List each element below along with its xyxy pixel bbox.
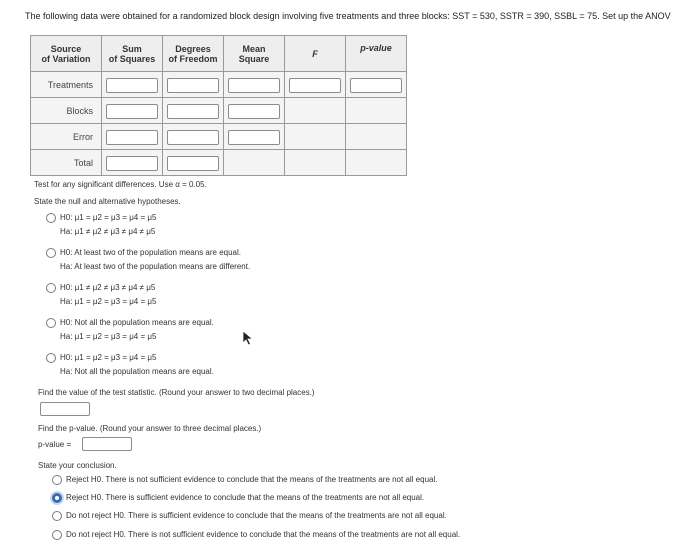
problem-statement: The following data were obtained for a randomized block design involving five treatments and three blocks: SST = 530, SSTR = 390, SSBL = 75. Set up the ANOV xyxy=(25,11,671,21)
hypothesis-option[interactable]: H0: μ1 = μ2 = μ3 = μ4 = μ5 xyxy=(46,213,156,223)
header-degrees-of-freedom: Degrees of Freedom xyxy=(163,36,224,72)
cell xyxy=(285,124,346,150)
total-ss-input[interactable] xyxy=(106,156,158,171)
error-ss-input[interactable] xyxy=(106,130,158,145)
cell xyxy=(224,72,285,98)
cell xyxy=(346,98,407,124)
p-value-prompt: Find the p-value. (Round your answer to three decimal places.) xyxy=(38,424,262,433)
hypothesis-alt: Ha: μ1 = μ2 = μ3 = μ4 = μ5 xyxy=(60,297,157,306)
cell xyxy=(224,98,285,124)
cell xyxy=(285,98,346,124)
radio-button[interactable] xyxy=(46,353,56,363)
treatments-ss-input[interactable] xyxy=(106,78,158,93)
conclusion-option[interactable]: Do not reject H0. There is sufficient evidence to conclude that the means of the treatments are not all equal. xyxy=(52,511,447,521)
hypothesis-option[interactable]: H0: μ1 = μ2 = μ3 = μ4 = μ5 xyxy=(46,353,156,363)
radio-button[interactable] xyxy=(46,283,56,293)
header-mean-square: Mean Square xyxy=(224,36,285,72)
conclusion-option-selected[interactable]: Reject H0. There is sufficient evidence to conclude that the means of the treatments are not all equal. xyxy=(52,493,424,503)
cell xyxy=(224,150,285,176)
radio-button[interactable] xyxy=(52,530,62,540)
cell xyxy=(102,150,163,176)
cell xyxy=(102,72,163,98)
header-f: F xyxy=(285,36,346,72)
treatments-df-input[interactable] xyxy=(167,78,219,93)
radio-button-selected[interactable] xyxy=(52,493,62,503)
treatments-p-input[interactable] xyxy=(350,78,402,93)
error-df-input[interactable] xyxy=(167,130,219,145)
cell xyxy=(224,124,285,150)
error-ms-input[interactable] xyxy=(228,130,280,145)
test-statistic-prompt: Find the value of the test statistic. (Round your answer to two decimal places.) xyxy=(38,388,315,397)
row-label-total: Total xyxy=(31,150,102,176)
hypotheses-prompt: State the null and alternative hypotheses. xyxy=(34,197,181,206)
p-value-input[interactable] xyxy=(82,437,132,451)
anova-table xyxy=(30,35,407,176)
cell xyxy=(346,124,407,150)
total-df-input[interactable] xyxy=(167,156,219,171)
conclusion-option[interactable]: Reject H0. There is not sufficient evidence to conclude that the means of the treatments are not all equal. xyxy=(52,475,437,485)
radio-button[interactable] xyxy=(52,511,62,521)
table-row xyxy=(31,150,407,176)
hypothesis-alt: Ha: μ1 ≠ μ2 ≠ μ3 ≠ μ4 ≠ μ5 xyxy=(60,227,156,236)
test-statistic-input[interactable] xyxy=(40,402,90,416)
cell xyxy=(163,150,224,176)
blocks-ss-input[interactable] xyxy=(106,104,158,119)
radio-button[interactable] xyxy=(46,318,56,328)
header-p-value: p-value xyxy=(346,36,407,72)
table-row xyxy=(31,98,407,124)
table-header-row xyxy=(31,36,407,72)
significance-text: Test for any significant differences. Use α = 0.05. xyxy=(34,180,207,189)
blocks-df-input[interactable] xyxy=(167,104,219,119)
conclusion-option[interactable]: Do not reject H0. There is not sufficient evidence to conclude that the means of the treatments are not all equal. xyxy=(52,530,460,540)
row-label-error: Error xyxy=(31,124,102,150)
cell xyxy=(102,98,163,124)
radio-button[interactable] xyxy=(52,475,62,485)
mouse-cursor-icon xyxy=(242,330,254,346)
hypothesis-option[interactable]: H0: At least two of the population means are equal. xyxy=(46,248,241,258)
cell xyxy=(346,150,407,176)
hypothesis-option[interactable]: H0: Not all the population means are equal. xyxy=(46,318,214,328)
row-label-treatments: Treatments xyxy=(31,72,102,98)
cell xyxy=(163,72,224,98)
cell xyxy=(285,150,346,176)
table-row xyxy=(31,72,407,98)
blocks-ms-input[interactable] xyxy=(228,104,280,119)
treatments-ms-input[interactable] xyxy=(228,78,280,93)
conclusion-prompt: State your conclusion. xyxy=(38,461,117,470)
header-sum-of-squares: Sum of Squares xyxy=(102,36,163,72)
radio-button[interactable] xyxy=(46,248,56,258)
header-source: Source of Variation xyxy=(31,36,102,72)
hypothesis-alt: Ha: μ1 = μ2 = μ3 = μ4 = μ5 xyxy=(60,332,157,341)
table-row xyxy=(31,124,407,150)
hypothesis-alt: Ha: At least two of the population means are different. xyxy=(60,262,251,271)
cell xyxy=(102,124,163,150)
hypothesis-alt: Ha: Not all the population means are equal. xyxy=(60,367,214,376)
cell xyxy=(285,72,346,98)
cell xyxy=(346,72,407,98)
cell xyxy=(163,124,224,150)
p-value-label: p-value = xyxy=(38,440,72,449)
radio-button[interactable] xyxy=(46,213,56,223)
hypothesis-option[interactable]: H0: μ1 ≠ μ2 ≠ μ3 ≠ μ4 ≠ μ5 xyxy=(46,283,155,293)
cell xyxy=(163,98,224,124)
treatments-f-input[interactable] xyxy=(289,78,341,93)
row-label-blocks: Blocks xyxy=(31,98,102,124)
